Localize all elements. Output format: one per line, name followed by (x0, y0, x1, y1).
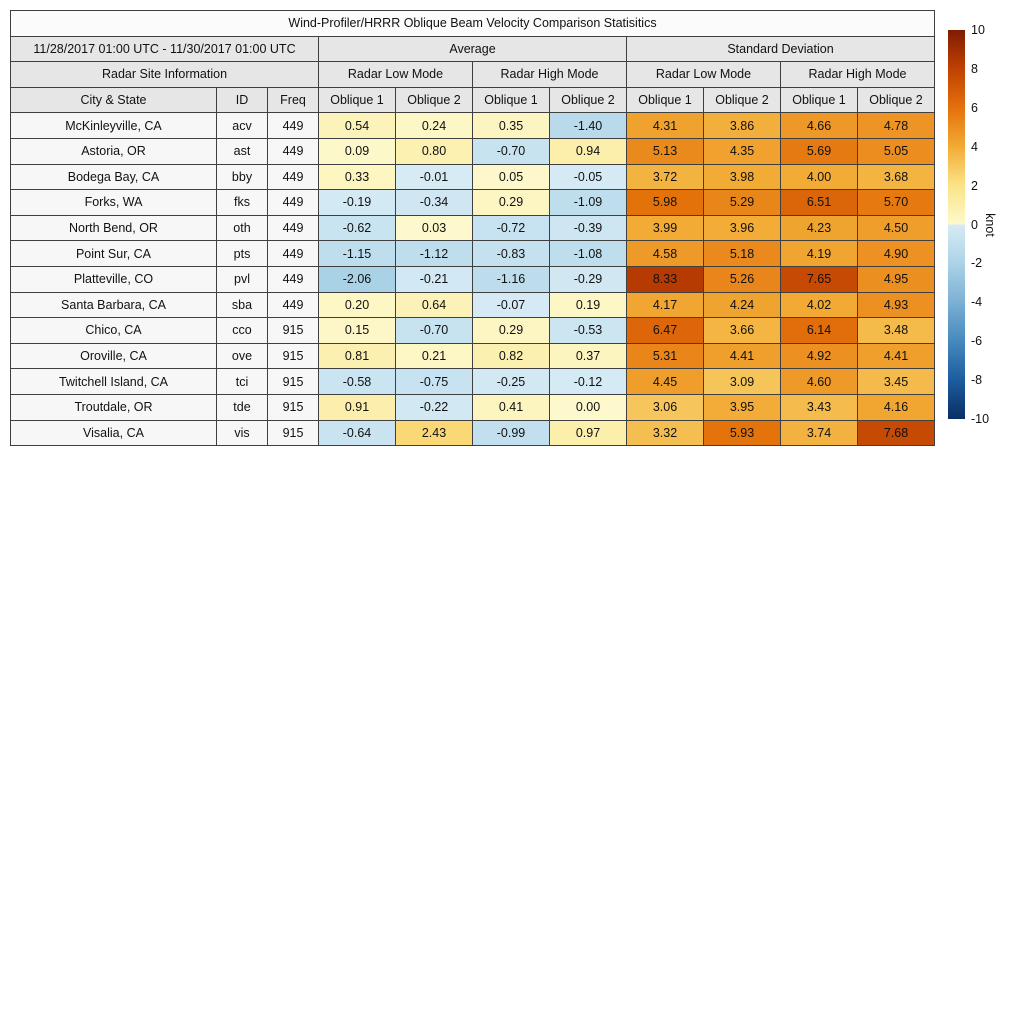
freq-cell: 915 (268, 420, 319, 446)
colorbar-tick-label: -6 (971, 334, 983, 349)
city-state-cell: North Bend, OR (11, 215, 217, 241)
value-cell-stddev_high_oblique1: 3.43 (781, 394, 858, 420)
value-cell-stddev_low_oblique1: 5.31 (627, 343, 704, 369)
value-cell-average_high_oblique1: -0.07 (473, 292, 550, 318)
value-cell-average_high_oblique2: -1.40 (550, 113, 627, 139)
col-header-city-state: City & State (11, 87, 217, 113)
colorbar-tick-label: -10 (971, 412, 990, 426)
value-cell-average_high_oblique2: -0.12 (550, 369, 627, 395)
value-cell-stddev_low_oblique1: 3.72 (627, 164, 704, 190)
col-header-std-low-oblique1: Oblique 1 (627, 87, 704, 113)
value-cell-average_low_oblique1: 0.54 (319, 113, 396, 139)
colorbar-tick-label: -8 (971, 373, 983, 388)
value-cell-stddev_low_oblique1: 4.45 (627, 369, 704, 395)
value-cell-stddev_high_oblique1: 3.74 (781, 420, 858, 446)
table-row (11, 138, 935, 164)
city-state-cell: Point Sur, CA (11, 241, 217, 267)
table-row (11, 343, 935, 369)
value-cell-average_high_oblique1: -0.83 (473, 241, 550, 267)
site-id-cell: sba (217, 292, 268, 318)
table-row (11, 292, 935, 318)
colorbar-tick-label: 8 (971, 61, 978, 76)
colorbar-tick-label: 2 (971, 178, 978, 193)
value-cell-stddev_low_oblique1: 4.58 (627, 241, 704, 267)
value-cell-stddev_low_oblique2: 3.96 (704, 215, 781, 241)
value-cell-stddev_high_oblique2: 5.05 (858, 138, 935, 164)
header-radar-site-information: Radar Site Information (11, 62, 319, 88)
header-standard-deviation: Standard Deviation (627, 36, 935, 62)
colorbar-tick-label: 6 (971, 100, 978, 115)
freq-cell: 449 (268, 113, 319, 139)
freq-cell: 449 (268, 266, 319, 292)
table-row (11, 113, 935, 139)
value-cell-stddev_low_oblique1: 4.31 (627, 113, 704, 139)
site-id-cell: acv (217, 113, 268, 139)
value-cell-average_high_oblique2: -0.29 (550, 266, 627, 292)
value-cell-stddev_low_oblique2: 5.18 (704, 241, 781, 267)
table-row (11, 394, 935, 420)
value-cell-average_low_oblique1: 0.15 (319, 318, 396, 344)
value-cell-stddev_low_oblique2: 3.66 (704, 318, 781, 344)
value-cell-average_low_oblique2: -0.75 (396, 369, 473, 395)
table-row (11, 215, 935, 241)
freq-cell: 449 (268, 215, 319, 241)
value-cell-average_low_oblique1: -0.64 (319, 420, 396, 446)
value-cell-average_low_oblique2: -0.21 (396, 266, 473, 292)
value-cell-average_low_oblique2: 0.21 (396, 343, 473, 369)
value-cell-average_low_oblique2: 0.24 (396, 113, 473, 139)
freq-cell: 449 (268, 292, 319, 318)
value-cell-average_low_oblique2: -0.01 (396, 164, 473, 190)
value-cell-average_high_oblique1: 0.05 (473, 164, 550, 190)
freq-cell: 915 (268, 394, 319, 420)
value-cell-stddev_low_oblique2: 3.98 (704, 164, 781, 190)
header-stddev-radar-low-mode: Radar Low Mode (627, 62, 781, 88)
value-cell-average_high_oblique2: -0.39 (550, 215, 627, 241)
value-cell-stddev_high_oblique2: 3.45 (858, 369, 935, 395)
value-cell-average_high_oblique1: -0.25 (473, 369, 550, 395)
site-id-cell: tci (217, 369, 268, 395)
freq-cell: 915 (268, 318, 319, 344)
value-cell-stddev_high_oblique1: 4.19 (781, 241, 858, 267)
table-row (11, 266, 935, 292)
value-cell-average_high_oblique2: -0.53 (550, 318, 627, 344)
value-cell-average_high_oblique1: -0.72 (473, 215, 550, 241)
value-cell-average_high_oblique1: 0.41 (473, 394, 550, 420)
freq-cell: 449 (268, 241, 319, 267)
col-header-avg-low-oblique2: Oblique 2 (396, 87, 473, 113)
colorbar-tick-label: -4 (971, 295, 983, 310)
col-header-avg-high-oblique2: Oblique 2 (550, 87, 627, 113)
col-header-std-high-oblique2: Oblique 2 (858, 87, 935, 113)
colorbar-tick-label: 10 (971, 23, 985, 37)
value-cell-stddev_high_oblique1: 4.60 (781, 369, 858, 395)
city-state-cell: Forks, WA (11, 190, 217, 216)
freq-cell: 449 (268, 138, 319, 164)
site-id-cell: vis (217, 420, 268, 446)
stats-table (10, 10, 935, 446)
col-header-avg-low-oblique1: Oblique 1 (319, 87, 396, 113)
city-state-cell: McKinleyville, CA (11, 113, 217, 139)
value-cell-stddev_high_oblique2: 4.95 (858, 266, 935, 292)
value-cell-stddev_high_oblique2: 4.93 (858, 292, 935, 318)
value-cell-stddev_high_oblique1: 6.14 (781, 318, 858, 344)
table-row (11, 369, 935, 395)
table-row (11, 420, 935, 446)
value-cell-stddev_low_oblique2: 5.26 (704, 266, 781, 292)
value-cell-stddev_low_oblique2: 3.95 (704, 394, 781, 420)
value-cell-stddev_high_oblique1: 6.51 (781, 190, 858, 216)
value-cell-average_low_oblique2: 2.43 (396, 420, 473, 446)
city-state-cell: Santa Barbara, CA (11, 292, 217, 318)
value-cell-average_high_oblique2: 0.19 (550, 292, 627, 318)
colorbar-tick-label: 4 (971, 139, 978, 154)
value-cell-stddev_low_oblique2: 3.09 (704, 369, 781, 395)
value-cell-stddev_low_oblique2: 4.24 (704, 292, 781, 318)
value-cell-stddev_low_oblique1: 3.06 (627, 394, 704, 420)
value-cell-average_high_oblique1: 0.82 (473, 343, 550, 369)
value-cell-average_high_oblique1: 0.35 (473, 113, 550, 139)
table-body (11, 113, 935, 446)
value-cell-average_high_oblique2: -1.09 (550, 190, 627, 216)
site-id-cell: pvl (217, 266, 268, 292)
colorbar-unit-label: knot (983, 212, 997, 237)
value-cell-stddev_low_oblique1: 4.17 (627, 292, 704, 318)
col-header-avg-high-oblique1: Oblique 1 (473, 87, 550, 113)
site-id-cell: tde (217, 394, 268, 420)
header-average: Average (319, 36, 627, 62)
value-cell-stddev_high_oblique2: 4.90 (858, 241, 935, 267)
site-id-cell: bby (217, 164, 268, 190)
value-cell-stddev_high_oblique2: 4.16 (858, 394, 935, 420)
col-header-id: ID (217, 87, 268, 113)
header-stddev-radar-high-mode: Radar High Mode (781, 62, 935, 88)
value-cell-average_high_oblique2: 0.97 (550, 420, 627, 446)
value-cell-average_high_oblique1: 0.29 (473, 318, 550, 344)
value-cell-average_high_oblique2: 0.94 (550, 138, 627, 164)
value-cell-stddev_low_oblique2: 4.35 (704, 138, 781, 164)
value-cell-stddev_high_oblique2: 3.68 (858, 164, 935, 190)
value-cell-stddev_high_oblique1: 4.23 (781, 215, 858, 241)
value-cell-stddev_high_oblique2: 4.41 (858, 343, 935, 369)
value-cell-average_low_oblique1: 0.09 (319, 138, 396, 164)
col-header-std-low-oblique2: Oblique 2 (704, 87, 781, 113)
value-cell-stddev_low_oblique1: 6.47 (627, 318, 704, 344)
table-row (11, 318, 935, 344)
value-cell-average_low_oblique2: 0.03 (396, 215, 473, 241)
value-cell-stddev_low_oblique1: 3.32 (627, 420, 704, 446)
value-cell-average_low_oblique1: 0.81 (319, 343, 396, 369)
freq-cell: 915 (268, 369, 319, 395)
col-header-std-high-oblique1: Oblique 1 (781, 87, 858, 113)
freq-cell: 449 (268, 190, 319, 216)
colorbar (948, 23, 1024, 426)
city-state-cell: Visalia, CA (11, 420, 217, 446)
value-cell-stddev_low_oblique1: 5.13 (627, 138, 704, 164)
value-cell-average_low_oblique2: -0.70 (396, 318, 473, 344)
value-cell-stddev_high_oblique2: 4.78 (858, 113, 935, 139)
city-state-cell: Twitchell Island, CA (11, 369, 217, 395)
site-id-cell: oth (217, 215, 268, 241)
value-cell-average_low_oblique2: -1.12 (396, 241, 473, 267)
table-row (11, 164, 935, 190)
colorbar-tick-label: -2 (971, 256, 983, 271)
value-cell-stddev_high_oblique1: 4.92 (781, 343, 858, 369)
value-cell-average_low_oblique1: -0.58 (319, 369, 396, 395)
city-state-cell: Astoria, OR (11, 138, 217, 164)
value-cell-average_high_oblique2: 0.00 (550, 394, 627, 420)
value-cell-average_low_oblique1: -1.15 (319, 241, 396, 267)
table-row (11, 190, 935, 216)
city-state-cell: Bodega Bay, CA (11, 164, 217, 190)
value-cell-stddev_low_oblique1: 3.99 (627, 215, 704, 241)
col-header-freq: Freq (268, 87, 319, 113)
value-cell-stddev_high_oblique2: 5.70 (858, 190, 935, 216)
value-cell-average_low_oblique2: -0.34 (396, 190, 473, 216)
city-state-cell: Oroville, CA (11, 343, 217, 369)
city-state-cell: Platteville, CO (11, 266, 217, 292)
site-id-cell: pts (217, 241, 268, 267)
value-cell-average_low_oblique1: -2.06 (319, 266, 396, 292)
site-id-cell: fks (217, 190, 268, 216)
freq-cell: 915 (268, 343, 319, 369)
value-cell-stddev_low_oblique2: 4.41 (704, 343, 781, 369)
header-average-radar-low-mode: Radar Low Mode (319, 62, 473, 88)
colorbar-tick-label: 0 (971, 217, 978, 232)
value-cell-average_low_oblique1: 0.33 (319, 164, 396, 190)
header-average-radar-high-mode: Radar High Mode (473, 62, 627, 88)
value-cell-average_low_oblique2: 0.64 (396, 292, 473, 318)
value-cell-stddev_high_oblique2: 3.48 (858, 318, 935, 344)
value-cell-stddev_high_oblique1: 4.02 (781, 292, 858, 318)
value-cell-stddev_high_oblique2: 4.50 (858, 215, 935, 241)
value-cell-stddev_low_oblique2: 5.93 (704, 420, 781, 446)
value-cell-stddev_low_oblique2: 5.29 (704, 190, 781, 216)
value-cell-stddev_high_oblique2: 7.68 (858, 420, 935, 446)
city-state-cell: Troutdale, OR (11, 394, 217, 420)
value-cell-average_high_oblique1: 0.29 (473, 190, 550, 216)
freq-cell: 449 (268, 164, 319, 190)
site-id-cell: ast (217, 138, 268, 164)
value-cell-stddev_high_oblique1: 7.65 (781, 266, 858, 292)
table-title: Wind-Profiler/HRRR Oblique Beam Velocity Comparison Statisitics (11, 11, 935, 37)
value-cell-average_low_oblique1: 0.20 (319, 292, 396, 318)
value-cell-stddev_high_oblique1: 5.69 (781, 138, 858, 164)
value-cell-average_high_oblique1: -0.99 (473, 420, 550, 446)
value-cell-average_low_oblique2: -0.22 (396, 394, 473, 420)
date-range: 11/28/2017 01:00 UTC - 11/30/2017 01:00 UTC (11, 36, 319, 62)
site-id-cell: ove (217, 343, 268, 369)
value-cell-stddev_high_oblique1: 4.00 (781, 164, 858, 190)
value-cell-average_low_oblique1: -0.19 (319, 190, 396, 216)
value-cell-stddev_low_oblique1: 5.98 (627, 190, 704, 216)
colorbar-gradient (948, 30, 965, 419)
table-row (11, 241, 935, 267)
value-cell-average_high_oblique2: 0.37 (550, 343, 627, 369)
value-cell-average_high_oblique1: -0.70 (473, 138, 550, 164)
value-cell-average_high_oblique1: -1.16 (473, 266, 550, 292)
value-cell-average_high_oblique2: -1.08 (550, 241, 627, 267)
value-cell-stddev_high_oblique1: 4.66 (781, 113, 858, 139)
city-state-cell: Chico, CA (11, 318, 217, 344)
value-cell-stddev_low_oblique2: 3.86 (704, 113, 781, 139)
value-cell-average_high_oblique2: -0.05 (550, 164, 627, 190)
value-cell-stddev_low_oblique1: 8.33 (627, 266, 704, 292)
value-cell-average_low_oblique1: -0.62 (319, 215, 396, 241)
value-cell-average_low_oblique1: 0.91 (319, 394, 396, 420)
stats-table-container (10, 10, 935, 446)
site-id-cell: cco (217, 318, 268, 344)
value-cell-average_low_oblique2: 0.80 (396, 138, 473, 164)
